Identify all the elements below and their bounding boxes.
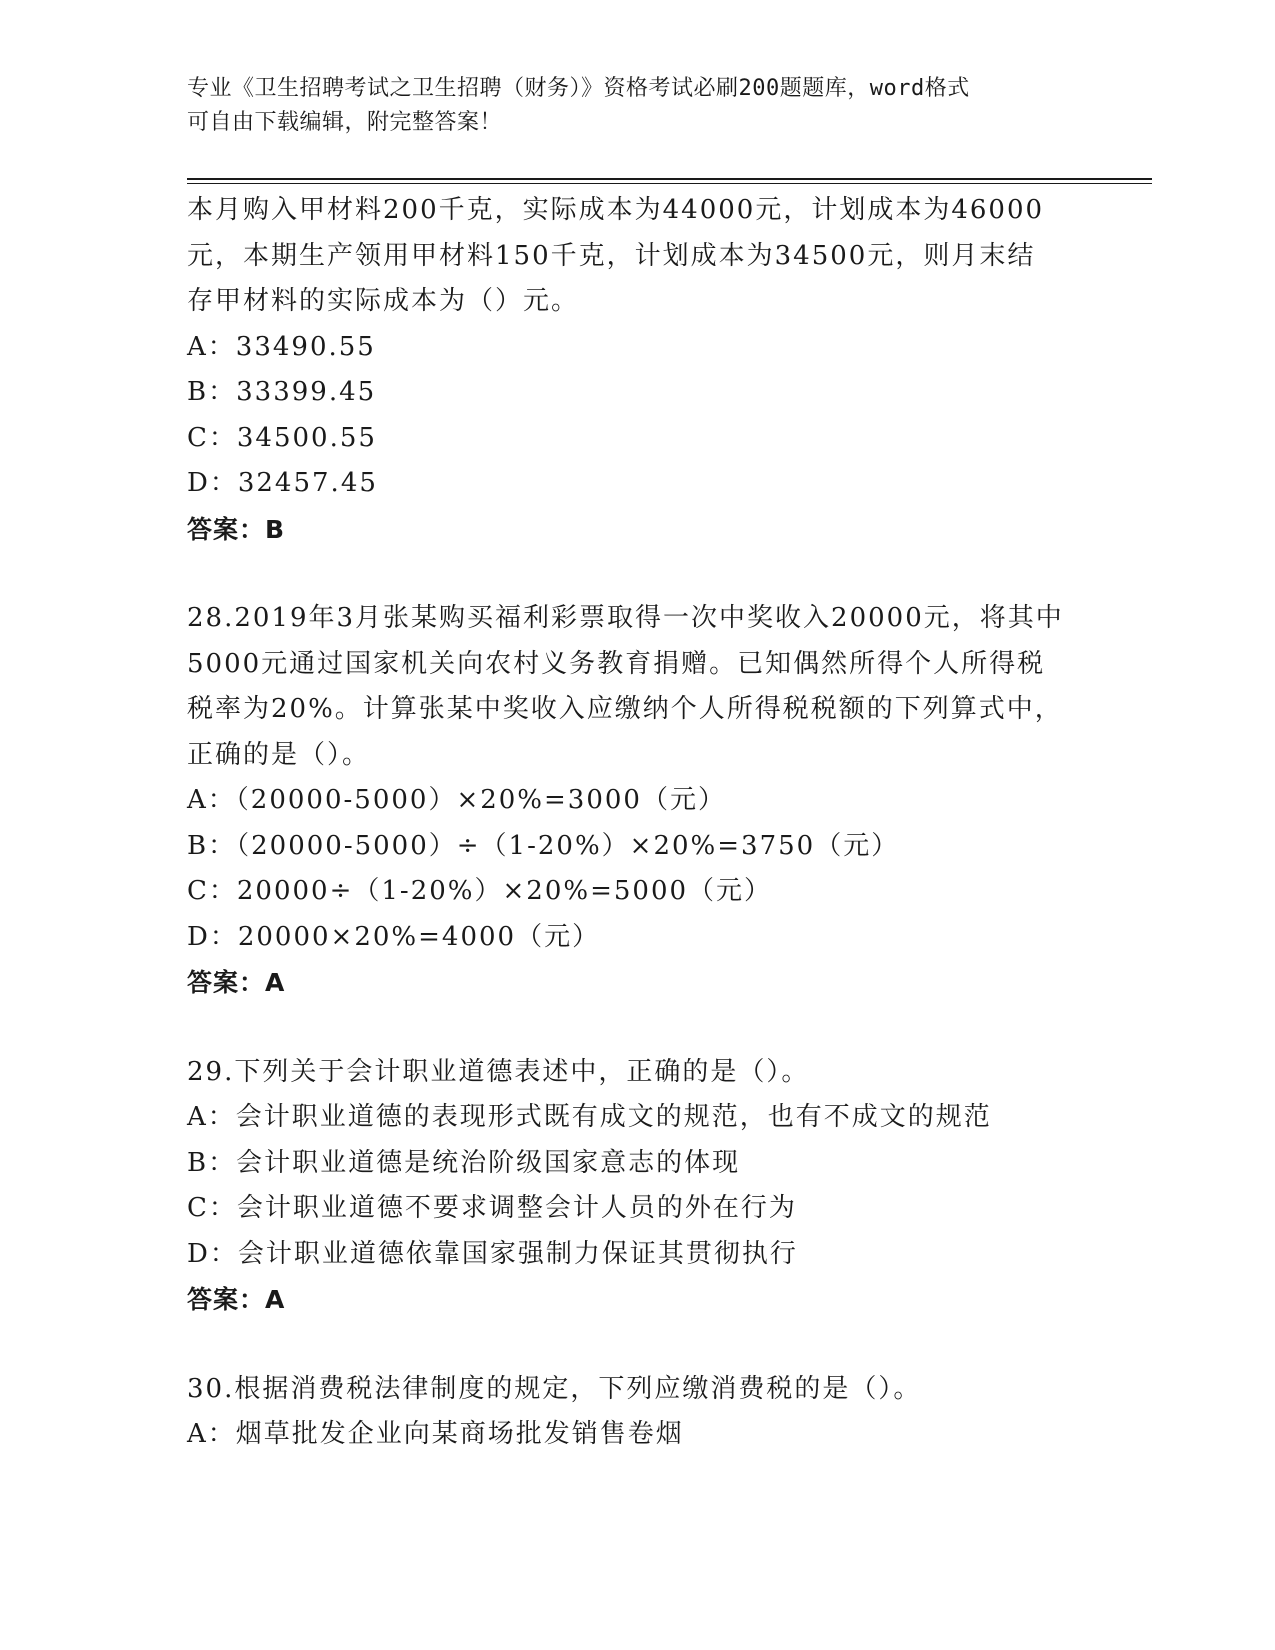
question-27 (187, 188, 1107, 552)
header-title-line-2: 可自由下载编辑，附完整答案！ (187, 110, 503, 135)
question-stem-line: 5000元通过国家机关向农村义务教育捐赠。已知偶然所得个人所得税 (187, 648, 1046, 679)
question-spacer (187, 1006, 1107, 1050)
option-a: A：会计职业道德的表现形式既有成文的规范，也有不成文的规范 (187, 1102, 992, 1132)
option-d: D：会计职业道德依靠国家强制力保证其贯彻执行 (187, 1238, 798, 1269)
answer-label: 答案：A (187, 968, 286, 997)
option-c: C：20000÷（1-20%）×20%=5000（元） (187, 876, 773, 906)
question-stem-line: 税率为20%。计算张某中奖收入应缴纳个人所得税税额的下列算式中， (187, 694, 1063, 724)
question-30 (187, 1367, 1107, 1458)
option-c: C：34500.55 (187, 422, 377, 453)
question-stem-line: 正确的是（）。 (187, 739, 371, 770)
question-stem-line: 28.2019年3月张某购买福利彩票取得一次中奖收入20000元，将其中 (187, 603, 1064, 633)
option-b: B：（20000-5000）÷（1-20%）×20%=3750（元） (187, 830, 900, 861)
question-28 (187, 596, 1107, 1006)
option-c: C：会计职业道德不要求调整会计人员的外在行为 (187, 1193, 797, 1223)
option-d: D：32457.45 (187, 468, 378, 498)
header-divider-thin (187, 183, 1152, 184)
question-29 (187, 1050, 1107, 1323)
option-a: A：（20000-5000）×20%=3000（元） (187, 785, 726, 815)
option-a: A：烟草批发企业向某商场批发销售卷烟 (187, 1419, 684, 1449)
question-stem-line: 29.下列关于会计职业道德表述中，正确的是（）。 (187, 1056, 810, 1087)
question-list (187, 188, 1107, 1458)
option-b: B：会计职业道德是统治阶级国家意志的体现 (187, 1147, 741, 1178)
option-a: A：33490.55 (187, 331, 376, 362)
answer-label: 答案：A (187, 1285, 286, 1314)
header-title-line-1: 专业《卫生招聘考试之卫生招聘（财务）》资格考试必刷200题题库，word格式 (187, 76, 970, 101)
document-header (187, 72, 1087, 140)
option-d: D：20000×20%=4000（元） (187, 921, 601, 952)
answer-label: 答案：B (187, 514, 286, 544)
option-b: B：33399.45 (187, 377, 377, 407)
header-divider-thick (187, 178, 1152, 180)
question-stem-line: 30.根据消费税法律制度的规定，下列应缴消费税的是（）。 (187, 1373, 922, 1404)
question-spacer (187, 1323, 1107, 1367)
question-stem-line: 元，本期生产领用甲材料150千克，计划成本为34500元，则月末结 (187, 240, 1036, 271)
question-stem-line: 存甲材料的实际成本为（）元。 (187, 286, 580, 316)
question-stem-line: 本月购入甲材料200千克，实际成本为44000元，计划成本为46000 (187, 195, 1045, 225)
question-spacer (187, 552, 1107, 596)
